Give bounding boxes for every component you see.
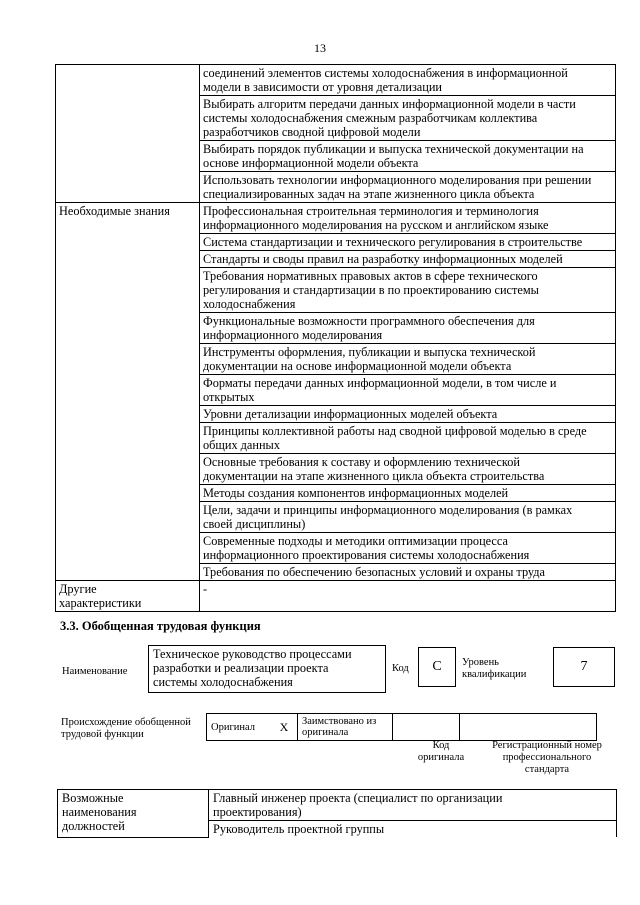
origin-code-caption-line: оригинала <box>417 752 465 763</box>
origin-mark: X <box>271 714 298 741</box>
other-label <box>56 581 200 612</box>
other-label-line: Другие <box>59 582 97 596</box>
knowledge-item <box>200 268 616 313</box>
item-line: регулирования и стандартизации в по проектированию системы <box>203 283 539 297</box>
position-item <box>209 790 617 821</box>
knowledge-item <box>200 203 616 234</box>
item-line: Современные подходы и методики оптимизации процесса <box>203 534 508 548</box>
origin-code-caption <box>408 740 474 764</box>
origin-code-caption-line: Код <box>432 740 450 751</box>
item-line: Профессиональная строительная терминология и терминология <box>203 204 539 218</box>
level-label <box>462 657 526 681</box>
item-line: системы холодоснабжения смежным разработчикам коллектива <box>203 111 538 125</box>
other-value: - <box>200 581 616 612</box>
knowledge-item <box>200 234 616 251</box>
positions-label-line: должностей <box>62 819 125 833</box>
item-line: Стандарты и своды правил на разработку информационных моделей <box>203 252 563 266</box>
item-line: Требования нормативных правовых актов в сфере технического <box>203 269 538 283</box>
position-line: Главный инженер проекта (специалист по организации <box>213 791 503 805</box>
positions-label-line: Возможные <box>62 791 124 805</box>
name-label: Наименование <box>62 666 128 677</box>
name-value-line: системы холодоснабжения <box>153 675 293 689</box>
item-line: Уровни детализации информационных моделей объекта <box>203 407 498 421</box>
skills-label-cell <box>56 65 200 203</box>
positions-table <box>57 789 617 838</box>
skill-item <box>200 141 616 172</box>
position-item <box>209 821 617 838</box>
origin-table <box>206 713 597 741</box>
origin-borrowed-line: оригинала <box>302 727 349 738</box>
item-line: Инструменты оформления, публикации и выпуска технической <box>203 345 536 359</box>
table-row <box>56 203 616 234</box>
item-line: основе информационной модели объекта <box>203 156 419 170</box>
origin-reg-caption <box>478 740 616 776</box>
item-line: соединений элементов системы холодоснабжения в информационной <box>203 66 568 80</box>
item-line: Выбирать порядок публикации и выпуска технической документации на <box>203 142 584 156</box>
item-line: Принципы коллективной работы над сводной цифровой моделью в среде <box>203 424 587 438</box>
item-line: Использовать технологии информационного моделирования при решении <box>203 173 592 187</box>
item-line: специализированных задач на этапе жизненного цикла объекта <box>203 187 535 201</box>
item-line: информационного моделирования на русском и английском языке <box>203 218 549 232</box>
level-value: 7 <box>553 647 615 687</box>
other-label-line: характеристики <box>59 596 142 610</box>
item-line: общих данных <box>203 438 280 452</box>
knowledge-item <box>200 564 616 581</box>
item-line: документации на основе информационной модели объекта <box>203 359 512 373</box>
origin-borrowed-label <box>298 714 393 741</box>
item-line: Методы создания компонентов информационных моделей <box>203 486 509 500</box>
position-line: проектирования) <box>213 805 302 819</box>
knowledge-label: Необходимые знания <box>56 203 200 581</box>
item-line: Форматы передачи данных информационной модели, в том числе и <box>203 376 557 390</box>
code-label: Код <box>392 663 409 674</box>
origin-reg-caption-line: профессионального <box>502 752 592 763</box>
item-line: Цели, задачи и принципы информационного моделирования (в рамках <box>203 503 573 517</box>
item-line: разработчиков сводной цифровой модели <box>203 125 421 139</box>
knowledge-item <box>200 502 616 533</box>
origin-reg-caption-line: стандарта <box>524 764 570 775</box>
item-line: информационного проектирования системы холодоснабжения <box>203 548 530 562</box>
code-value: C <box>418 647 456 687</box>
skill-item <box>200 96 616 141</box>
level-label-line: квалификации <box>462 669 527 680</box>
position-line: Руководитель проектной группы <box>213 822 385 836</box>
skill-item <box>200 65 616 96</box>
item-line: Выбирать алгоритм передачи данных информационной модели в части <box>203 97 576 111</box>
knowledge-item <box>200 375 616 406</box>
positions-label <box>58 790 209 838</box>
knowledge-item <box>200 454 616 485</box>
origin-borrowed-line: Заимствовано из <box>302 716 377 727</box>
knowledge-item <box>200 251 616 268</box>
positions-label-line: наименования <box>62 805 137 819</box>
origin-reg-caption-line: Регистрационный номер <box>492 740 602 751</box>
item-line: Основные требования к составу и оформлению технической <box>203 455 520 469</box>
origin-label-line: Происхождение обобщенной <box>61 717 191 728</box>
item-line: Функциональные возможности программного обеспечения для <box>203 314 535 328</box>
knowledge-item <box>200 344 616 375</box>
item-line: Система стандартизации и технического регулирования в строительстве <box>203 235 583 249</box>
item-line: информационного моделирования <box>203 328 383 342</box>
knowledge-item <box>200 406 616 423</box>
page-number: 13 <box>314 41 326 55</box>
knowledge-item <box>200 533 616 564</box>
level-label-line: Уровень <box>462 657 499 668</box>
knowledge-item <box>200 423 616 454</box>
item-line: Требования по обеспечению безопасных условий и охраны труда <box>203 565 546 579</box>
origin-label-line: трудовой функции <box>61 729 144 740</box>
origin-label <box>61 717 191 741</box>
origin-code-cell <box>393 714 460 741</box>
item-line: открытых <box>203 390 255 404</box>
item-line: документации на этапе жизненного цикла объекта строительства <box>203 469 545 483</box>
item-line: модели в зависимости от уровня детализации <box>203 80 443 94</box>
name-value-line: разработки и реализации проекта <box>153 661 329 675</box>
knowledge-item <box>200 485 616 502</box>
item-line: своей дисциплины) <box>203 517 306 531</box>
table-row <box>56 581 616 612</box>
table-row <box>56 65 616 96</box>
competency-table <box>55 64 616 612</box>
item-line: холодоснабжения <box>203 297 296 311</box>
name-value-line: Техническое руководство процессами <box>153 647 352 661</box>
origin-reg-cell <box>460 714 597 741</box>
name-value-box <box>148 645 386 693</box>
knowledge-item <box>200 313 616 344</box>
section-heading: 3.3. Обобщенная трудовая функция <box>60 619 261 633</box>
origin-original-label: Оригинал <box>207 714 272 741</box>
skill-item <box>200 172 616 203</box>
